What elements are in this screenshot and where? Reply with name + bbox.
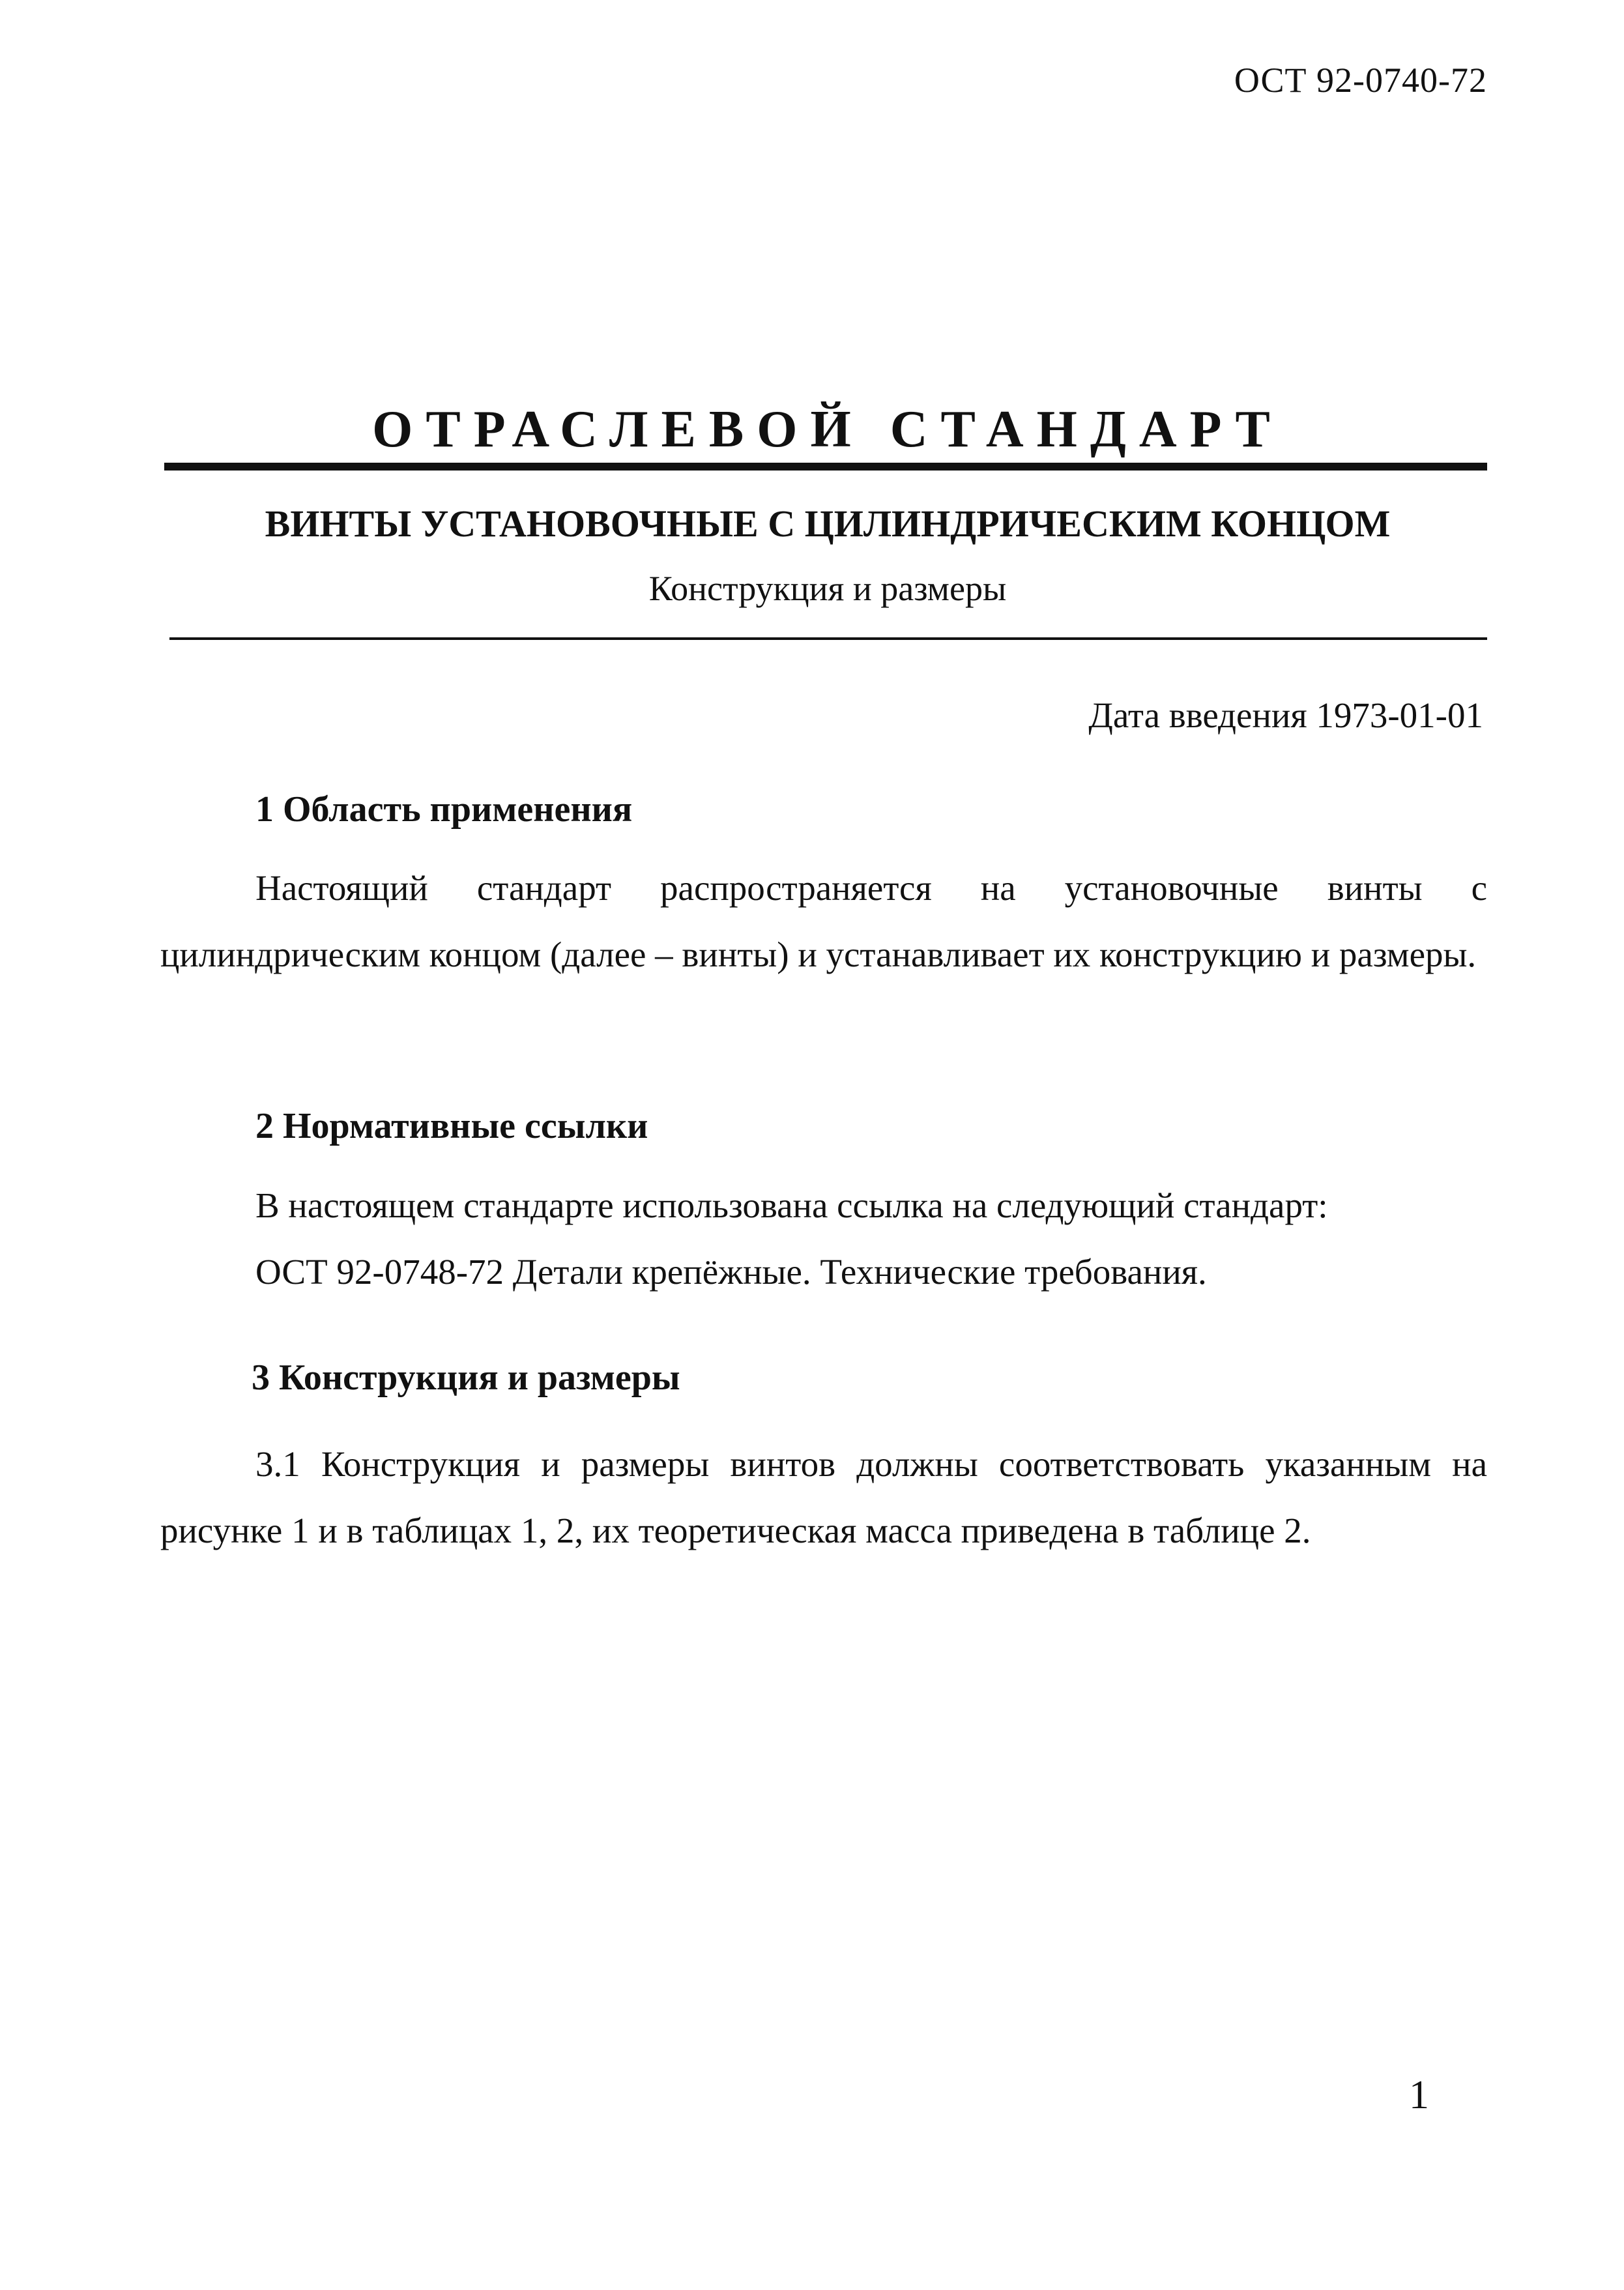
section-paragraph: [160, 855, 1487, 988]
standard-type-title: ОТРАСЛЕВОЙ СТАНДАРТ: [372, 401, 1283, 458]
introduction-date: Дата введения 1973-01-01: [1088, 695, 1483, 735]
paragraph-text: Настоящий стандарт распространяется на установочные винты с цилиндрическим концом (далее – винты) и устанавливает их конструкцию и размеры.: [160, 868, 1487, 974]
reference-intro-line: В настоящем стандарте использована ссылка на следующий стандарт:: [255, 1185, 1328, 1225]
paragraph-text: 3.1 Конструкция и размеры винтов должны соответствовать указанным на рисунке 1 и в таблицах 1, 2, их теоретическая масса приведена в таблице 2.: [160, 1444, 1487, 1550]
section-heading: 2 Нормативные ссылки: [255, 1106, 648, 1146]
standard-name: ВИНТЫ УСТАНОВОЧНЫЕ С ЦИЛИНДРИЧЕСКИМ КОНЦОМ: [265, 502, 1391, 545]
section-heading: 1 Область применения: [255, 789, 633, 830]
title-divider-thick: [164, 463, 1487, 471]
page-number: 1: [1409, 2073, 1429, 2117]
standard-subtitle: Конструкция и размеры: [648, 569, 1007, 608]
title-divider-thin: [169, 637, 1487, 640]
section-paragraph: [160, 1431, 1487, 1564]
section-heading: 3 Конструкция и размеры: [252, 1357, 680, 1398]
reference-item: ОСТ 92-0748-72 Детали крепёжные. Технические требования.: [255, 1252, 1207, 1292]
document-code: ОСТ 92-0740-72: [1234, 61, 1487, 100]
